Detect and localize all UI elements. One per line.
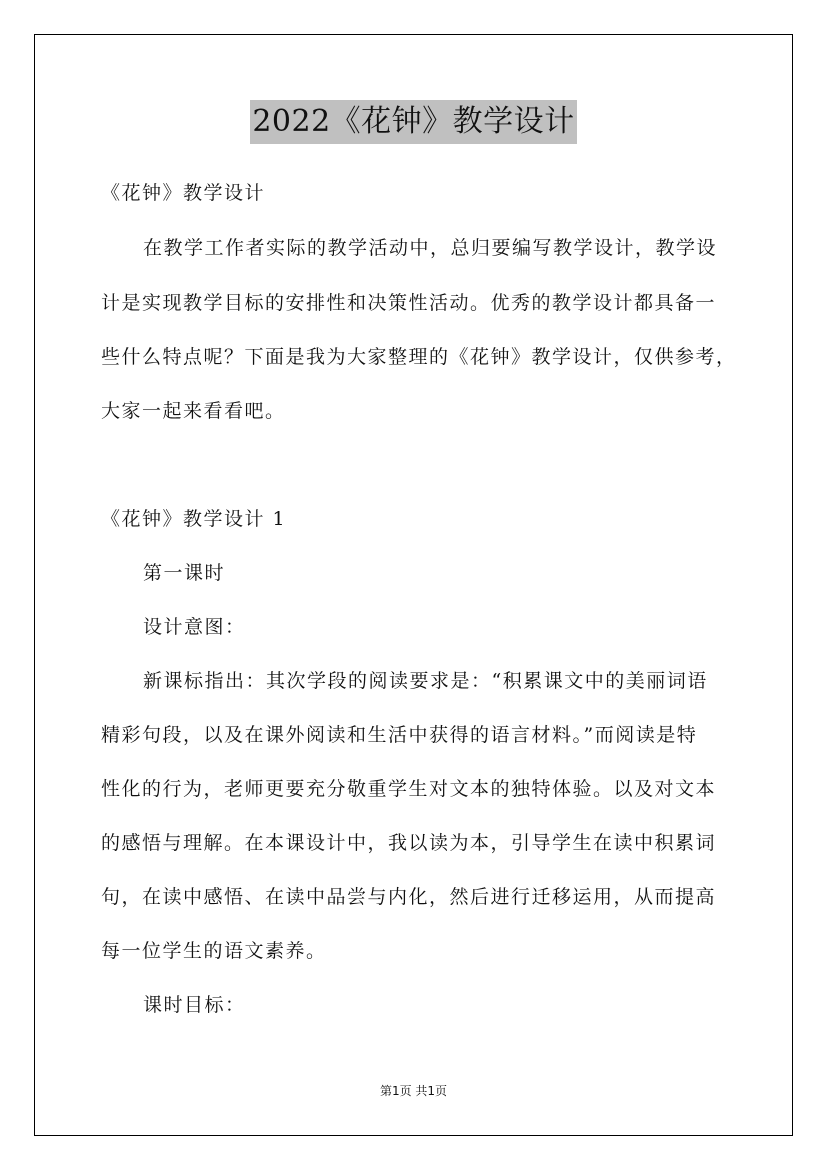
title-container [0, 100, 827, 144]
intro-line: 大家一起来看看吧。 [101, 400, 286, 422]
lesson-label: 第一课时 [143, 562, 226, 584]
document-title: 2022《花钟》教学设计 [250, 100, 576, 144]
body-line: 每一位学生的语文素养。 [101, 940, 327, 962]
intro-line: 计是实现教学目标的安排性和决策性活动。优秀的教学设计都具备一 [101, 292, 717, 314]
intro-line: 在教学工作者实际的教学活动中，总归要编写教学设计，教学设 [143, 237, 718, 259]
body-line: 新课标指出：其次学段的阅读要求是：“积累课文中的美丽词语 [143, 670, 708, 692]
body-line: 的感悟与理解。在本课设计中，我以读为本，引导学生在读中积累词 [101, 832, 717, 854]
body-line: 性化的行为，老师更要充分敬重学生对文本的独特体验。以及对文本 [101, 778, 717, 800]
page-footer: 第1页 共1页 [379, 1084, 448, 1098]
body-line: 精彩句段，以及在课外阅读和生活中获得的语言材料。”而阅读是特 [101, 724, 698, 746]
subtitle: 《花钟》教学设计 [101, 182, 266, 204]
intro-line: 些什么特点呢？下面是我为大家整理的《花钟》教学设计，仅供参考， [101, 346, 737, 368]
body-line: 句，在读中感悟、在读中品尝与内化，然后进行迁移运用，从而提高 [101, 886, 717, 908]
section-heading: 《花钟》教学设计 1 [101, 508, 287, 530]
design-intent-label: 设计意图： [143, 616, 246, 638]
objective-label: 课时目标： [143, 994, 246, 1016]
